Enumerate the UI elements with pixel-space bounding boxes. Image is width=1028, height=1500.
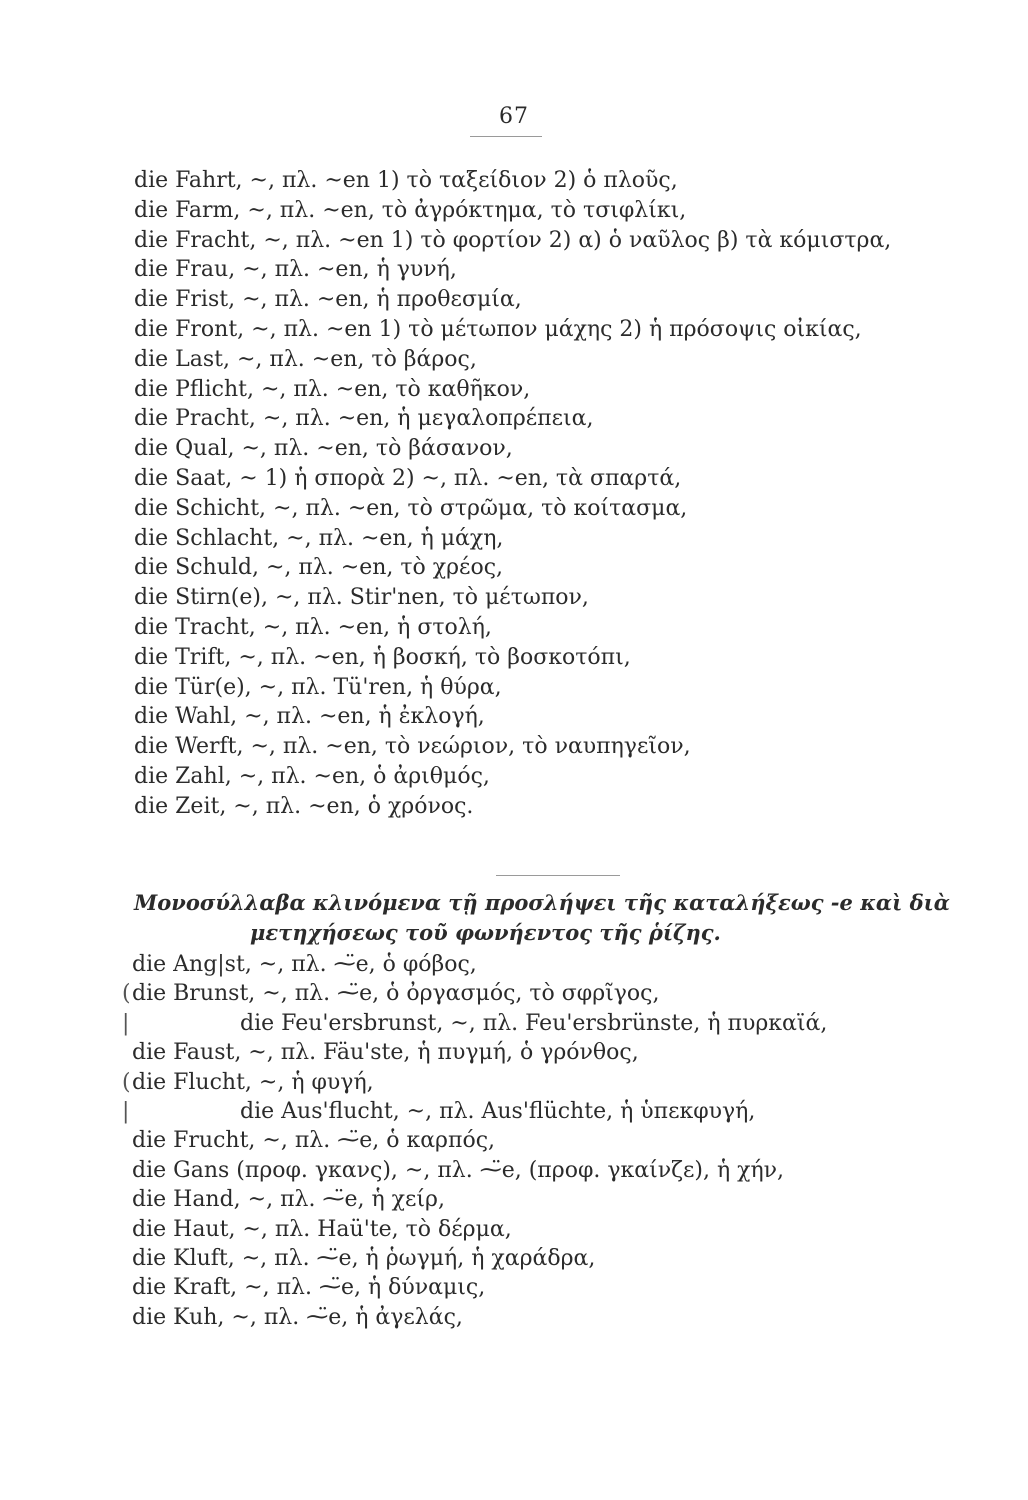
entry-line xyxy=(134,1303,894,1332)
entry-text: die Ang|st, ~, πλ. ⁓̈e, ὁ φόβος, xyxy=(132,952,477,977)
entry-line: die Schlacht, ~, πλ. ~en, ἡ μάχη, xyxy=(134,525,504,551)
section-heading-line-1: Μονοσύλλαβα κλινόμενα τῇ προσλήψει τῆς καταλήξεως -e καὶ διὰ xyxy=(134,890,950,915)
entry-line: die Stirn(e), ~, πλ. Stir'nen, τὸ μέτωπον, xyxy=(134,585,589,611)
entry-line: die Werft, ~, πλ. ~en, τὸ νεώριον, τὸ ναυπηγεῖον, xyxy=(134,734,691,760)
entry-bracket: | xyxy=(122,1010,130,1036)
entry-line xyxy=(122,1097,894,1126)
entry-line xyxy=(134,950,894,979)
entry-line: die Farm, ~, πλ. ~en, τὸ ἀγρόκτημα, τὸ τσιφλίκι, xyxy=(134,197,687,223)
entry-line: die Schuld, ~, πλ. ~en, τὸ χρέος, xyxy=(134,555,504,581)
entry-line xyxy=(134,1038,894,1067)
entry-text: die Kuh, ~, πλ. ⁓̈e, ἡ ἀγελάς, xyxy=(132,1304,463,1330)
entry-line: die Tür(e), ~, πλ. Tü'ren, ἡ θύρα, xyxy=(134,674,502,700)
page-number: 67 xyxy=(499,104,529,129)
entry-line xyxy=(134,1126,894,1155)
entry-line: die Fracht, ~, πλ. ~en 1) τὸ φορτίον 2) α) ὁ ναῦλος β) τὰ κόμιστρα, xyxy=(134,227,892,253)
entry-text: die Feu'ersbrunst, ~, πλ. Feu'ersbrünste, ἡ πυρκαϊά, xyxy=(240,1010,828,1036)
top-divider xyxy=(470,136,542,137)
entry-line: die Schicht, ~, πλ. ~en, τὸ στρῶμα, τὸ κοίτασμα, xyxy=(134,495,688,521)
entry-line xyxy=(134,1215,894,1244)
entry-line: die Frist, ~, πλ. ~en, ἡ προθεσμία, xyxy=(134,287,522,313)
entry-line xyxy=(122,979,894,1008)
entry-bracket: ( xyxy=(122,981,131,1007)
entry-text: die Aus'flucht, ~, πλ. Aus'flüchte, ἡ ὑπεκφυγή, xyxy=(240,1098,756,1124)
entry-text: die Hand, ~, πλ. ⁓̈e, ἡ χείρ, xyxy=(132,1187,445,1213)
entry-line: die Wahl, ~, πλ. ~en, ἡ ἐκλογή, xyxy=(134,704,485,730)
entry-text: die Gans (προφ. γκανς), ~, πλ. ⁓̈e, (προφ. γκαίνζε), ἡ χήν, xyxy=(132,1157,785,1183)
entry-line xyxy=(134,1273,894,1302)
entry-text: die Frucht, ~, πλ. ⁓̈e, ὁ καρπός, xyxy=(132,1128,496,1154)
entry-bracket: | xyxy=(122,1098,130,1124)
entry-list-feminine-en xyxy=(134,166,894,822)
entry-text: die Kraft, ~, πλ. ⁓̈e, ἡ δύναμις, xyxy=(132,1275,486,1301)
entry-line: die Zahl, ~, πλ. ~en, ὁ ἀριθμός, xyxy=(134,763,490,789)
entry-line xyxy=(134,1156,894,1185)
entry-line: die Frau, ~, πλ. ~en, ἡ γυνή, xyxy=(134,257,457,283)
entry-line xyxy=(134,1244,894,1273)
entry-text: die Faust, ~, πλ. Fäu'ste, ἡ πυγμή, ὁ γρόνθος, xyxy=(132,1040,639,1066)
entry-text: die Brunst, ~, πλ. ⁓̈e, ὁ ὀργασμός, τὸ σφρῖγος, xyxy=(132,981,660,1007)
entry-line: die Qual, ~, πλ. ~en, τὸ βάσανον, xyxy=(134,436,513,462)
entry-list-umlaut-plural xyxy=(122,950,894,1332)
entry-line xyxy=(122,1009,894,1038)
section-heading-line-2: μετηχήσεως τοῦ φωνήεντος τῆς ῥίζης. xyxy=(250,920,721,945)
entry-line: die Saat, ~ 1) ἡ σπορὰ 2) ~, πλ. ~en, τὰ σπαρτά, xyxy=(134,465,682,491)
entry-line: die Front, ~, πλ. ~en 1) τὸ μέτωπον μάχης 2) ἡ πρόσοψις οἰκίας, xyxy=(134,316,862,342)
entry-line xyxy=(122,1068,894,1097)
entry-bracket: ( xyxy=(122,1069,131,1095)
entry-line: die Zeit, ~, πλ. ~en, ὁ χρόνος. xyxy=(134,793,474,819)
entry-line: die Pflicht, ~, πλ. ~en, τὸ καθῆκον, xyxy=(134,376,531,402)
entry-line: die Fahrt, ~, πλ. ~en 1) τὸ ταξείδιον 2) ὁ πλοῦς, xyxy=(134,168,678,193)
entry-line: die Tracht, ~, πλ. ~en, ἡ στολή, xyxy=(134,614,492,640)
entry-text: die Flucht, ~, ἡ φυγή, xyxy=(132,1069,374,1095)
entry-line: die Pracht, ~, πλ. ~en, ἡ μεγαλοπρέπεια, xyxy=(134,406,594,432)
entry-line xyxy=(134,1185,894,1214)
entry-text: die Kluft, ~, πλ. ⁓̈e, ἡ ῥωγμή, ἡ χαράδρα, xyxy=(132,1245,596,1271)
section-divider xyxy=(496,875,620,876)
section-heading xyxy=(130,888,950,948)
entry-line: die Trift, ~, πλ. ~en, ἡ βοσκή, τὸ βοσκοτόπι, xyxy=(134,644,631,670)
entry-line: die Last, ~, πλ. ~en, τὸ βάρος, xyxy=(134,346,477,372)
entry-text: die Haut, ~, πλ. Haü'te, τὸ δέρμα, xyxy=(132,1216,512,1242)
